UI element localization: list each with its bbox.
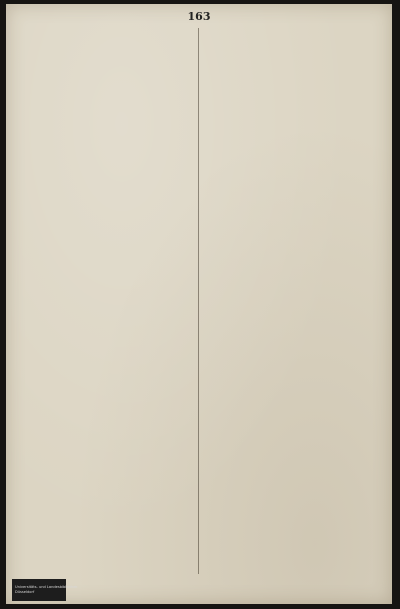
right-column	[202, 28, 388, 574]
column-divider	[198, 28, 199, 574]
left-column	[12, 28, 198, 574]
library-stamp	[12, 579, 78, 601]
page-number: 163	[187, 10, 211, 23]
directory-page	[6, 4, 392, 604]
stamp-line-2: Düsseldorf	[15, 590, 35, 594]
stamp-line-1: Universitäts- und Landesbibliothek	[15, 585, 78, 590]
